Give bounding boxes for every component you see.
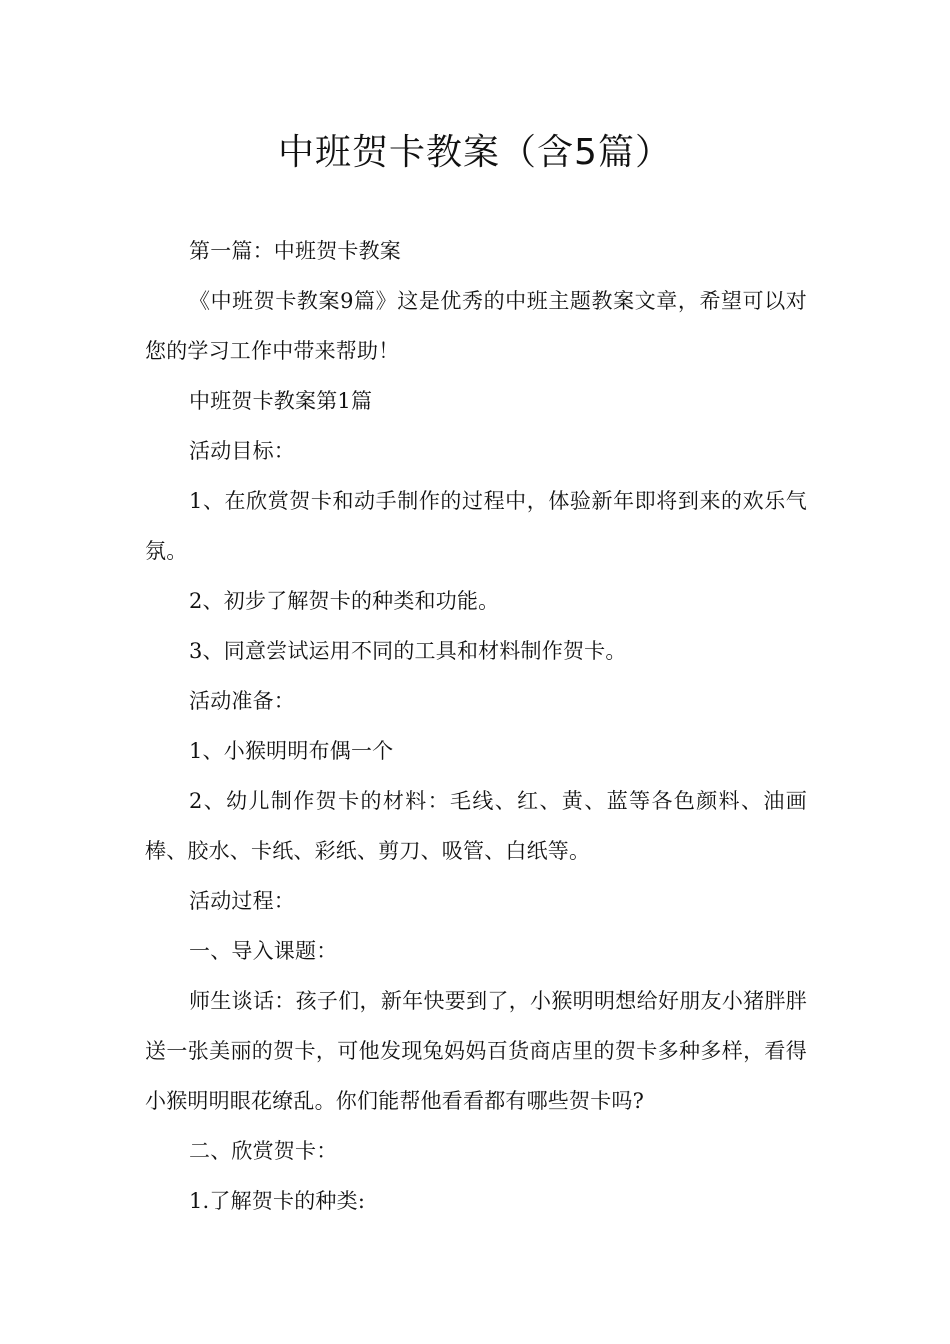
paragraph-step-1-heading: 一、导入课题：	[189, 939, 338, 963]
paragraph-step-2-1: 1.了解贺卡的种类:	[189, 1189, 366, 1213]
paragraph-goal-3: 3、同意尝试运用不同的工具和材料制作贺卡。	[189, 639, 627, 663]
document-title: 中班贺卡教案（含5篇）	[278, 132, 672, 173]
paragraph-goals-heading: 活动目标：	[189, 439, 295, 463]
paragraph-prep-1: 1、小猴明明布偶一个	[189, 739, 394, 763]
paragraph-intro: 《中班贺卡教案9篇》这是优秀的中班主题教案文章，希望可以对您的学习工作中带来帮助！	[145, 289, 807, 363]
paragraph-step-2-heading: 二、欣赏贺卡：	[189, 1139, 338, 1163]
paragraph-dialogue: 师生谈话：孩子们，新年快要到了，小猴明明想给好朋友小猪胖胖送一张美丽的贺卡，可他发现兔妈妈百货商店里的贺卡多种多样，看得小猴明明眼花缭乱。你们能帮他看看都有哪些贺卡吗?	[145, 989, 807, 1113]
paragraph-section-heading: 第一篇：中班贺卡教案	[189, 239, 401, 263]
paragraph-lesson-heading: 中班贺卡教案第1篇	[189, 389, 373, 413]
paragraph-prep-heading: 活动准备：	[189, 689, 295, 713]
paragraph-process-heading: 活动过程：	[189, 889, 295, 913]
paragraph-goal-1: 1、在欣赏贺卡和动手制作的过程中，体验新年即将到来的欢乐气氛。	[145, 489, 807, 563]
paragraph-prep-2: 2、幼儿制作贺卡的材料：毛线、红、黄、蓝等各色颜料、油画棒、胶水、卡纸、彩纸、剪刀、吸管、白纸等。	[145, 789, 807, 863]
document-body	[145, 226, 807, 1226]
paragraph-goal-2: 2、初步了解贺卡的种类和功能。	[189, 589, 500, 613]
